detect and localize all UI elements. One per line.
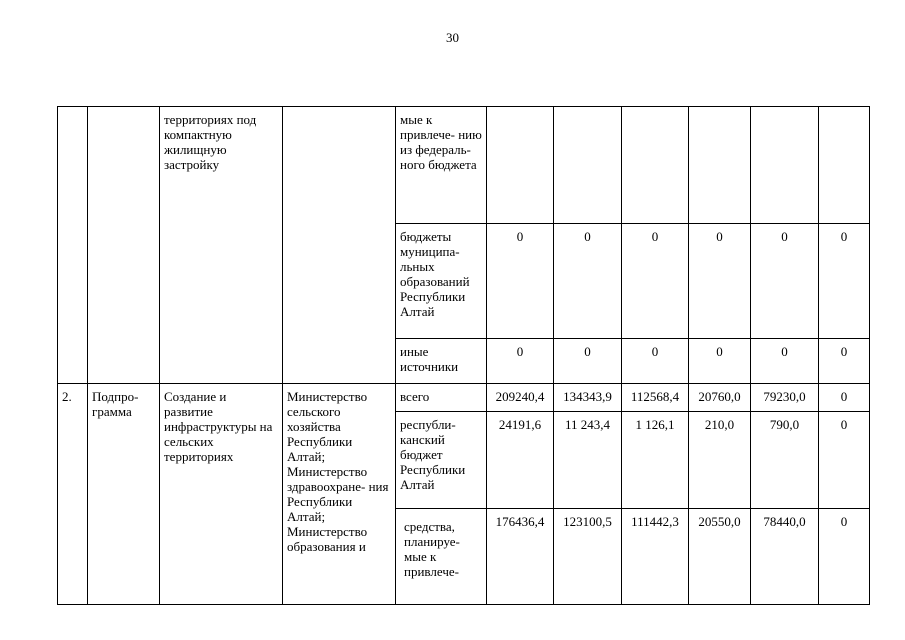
cell-value: 112568,4 [622, 384, 689, 412]
cell-value: 79230,0 [751, 384, 819, 412]
cell-source [396, 509, 487, 605]
cell-value: 0 [819, 509, 870, 605]
table-row [58, 384, 870, 412]
cell-value: 1 126,1 [622, 412, 689, 509]
cell-value: 134343,9 [554, 384, 622, 412]
cell-source: бюджеты муниципа- льных образований Республики Алтай [396, 224, 487, 339]
cell-value: 123100,5 [554, 509, 622, 605]
cell-value: 0 [622, 224, 689, 339]
cell-value: 0 [689, 339, 751, 384]
cell-type [88, 107, 160, 384]
cell-value: 111442,3 [622, 509, 689, 605]
table-row [58, 107, 870, 224]
cell-value: 0 [487, 224, 554, 339]
cell-source: иные источники [396, 339, 487, 384]
cell-value: 0 [487, 339, 554, 384]
cell-type: Подпро- грамма [88, 384, 160, 605]
cell-value: 0 [819, 384, 870, 412]
cell-number [58, 107, 88, 384]
cell-value [751, 107, 819, 224]
cell-value: 0 [554, 339, 622, 384]
cell-value: 0 [819, 412, 870, 509]
cell-executors [283, 107, 396, 384]
cell-value: 0 [819, 339, 870, 384]
cell-source: мые к привлече- нию из федераль- ного бюджета [396, 107, 487, 224]
cell-value [689, 107, 751, 224]
cell-value: 11 243,4 [554, 412, 622, 509]
cell-value: 0 [819, 224, 870, 339]
cell-value [554, 107, 622, 224]
cell-value: 0 [751, 224, 819, 339]
cell-value: 20550,0 [689, 509, 751, 605]
cell-executors: Министерство сельского хозяйства Республики Алтай; Министерство здравоохране- ния Республики Алтай; Министерство образования и [283, 384, 396, 605]
page-number: 30 [446, 30, 459, 45]
cell-source: всего [396, 384, 487, 412]
cell-source-text: средства, планируе- мые к привлече- [404, 519, 460, 579]
cell-value: 20760,0 [689, 384, 751, 412]
cell-value: 0 [689, 224, 751, 339]
cell-value: 176436,4 [487, 509, 554, 605]
cell-value: 0 [554, 224, 622, 339]
cell-value: 210,0 [689, 412, 751, 509]
cell-value: 24191,6 [487, 412, 554, 509]
cell-source: республи- канский бюджет Республики Алтай [396, 412, 487, 509]
cell-value [622, 107, 689, 224]
cell-number: 2. [58, 384, 88, 605]
cell-value: 790,0 [751, 412, 819, 509]
cell-name: Создание и развитие инфраструктуры на сельских территориях [160, 384, 283, 605]
cell-value [487, 107, 554, 224]
cell-value: 78440,0 [751, 509, 819, 605]
cell-name: территориях под компактную жилищную застройку [160, 107, 283, 384]
budget-table [57, 106, 870, 605]
cell-value [819, 107, 870, 224]
cell-value: 0 [751, 339, 819, 384]
cell-value: 209240,4 [487, 384, 554, 412]
cell-value: 0 [622, 339, 689, 384]
